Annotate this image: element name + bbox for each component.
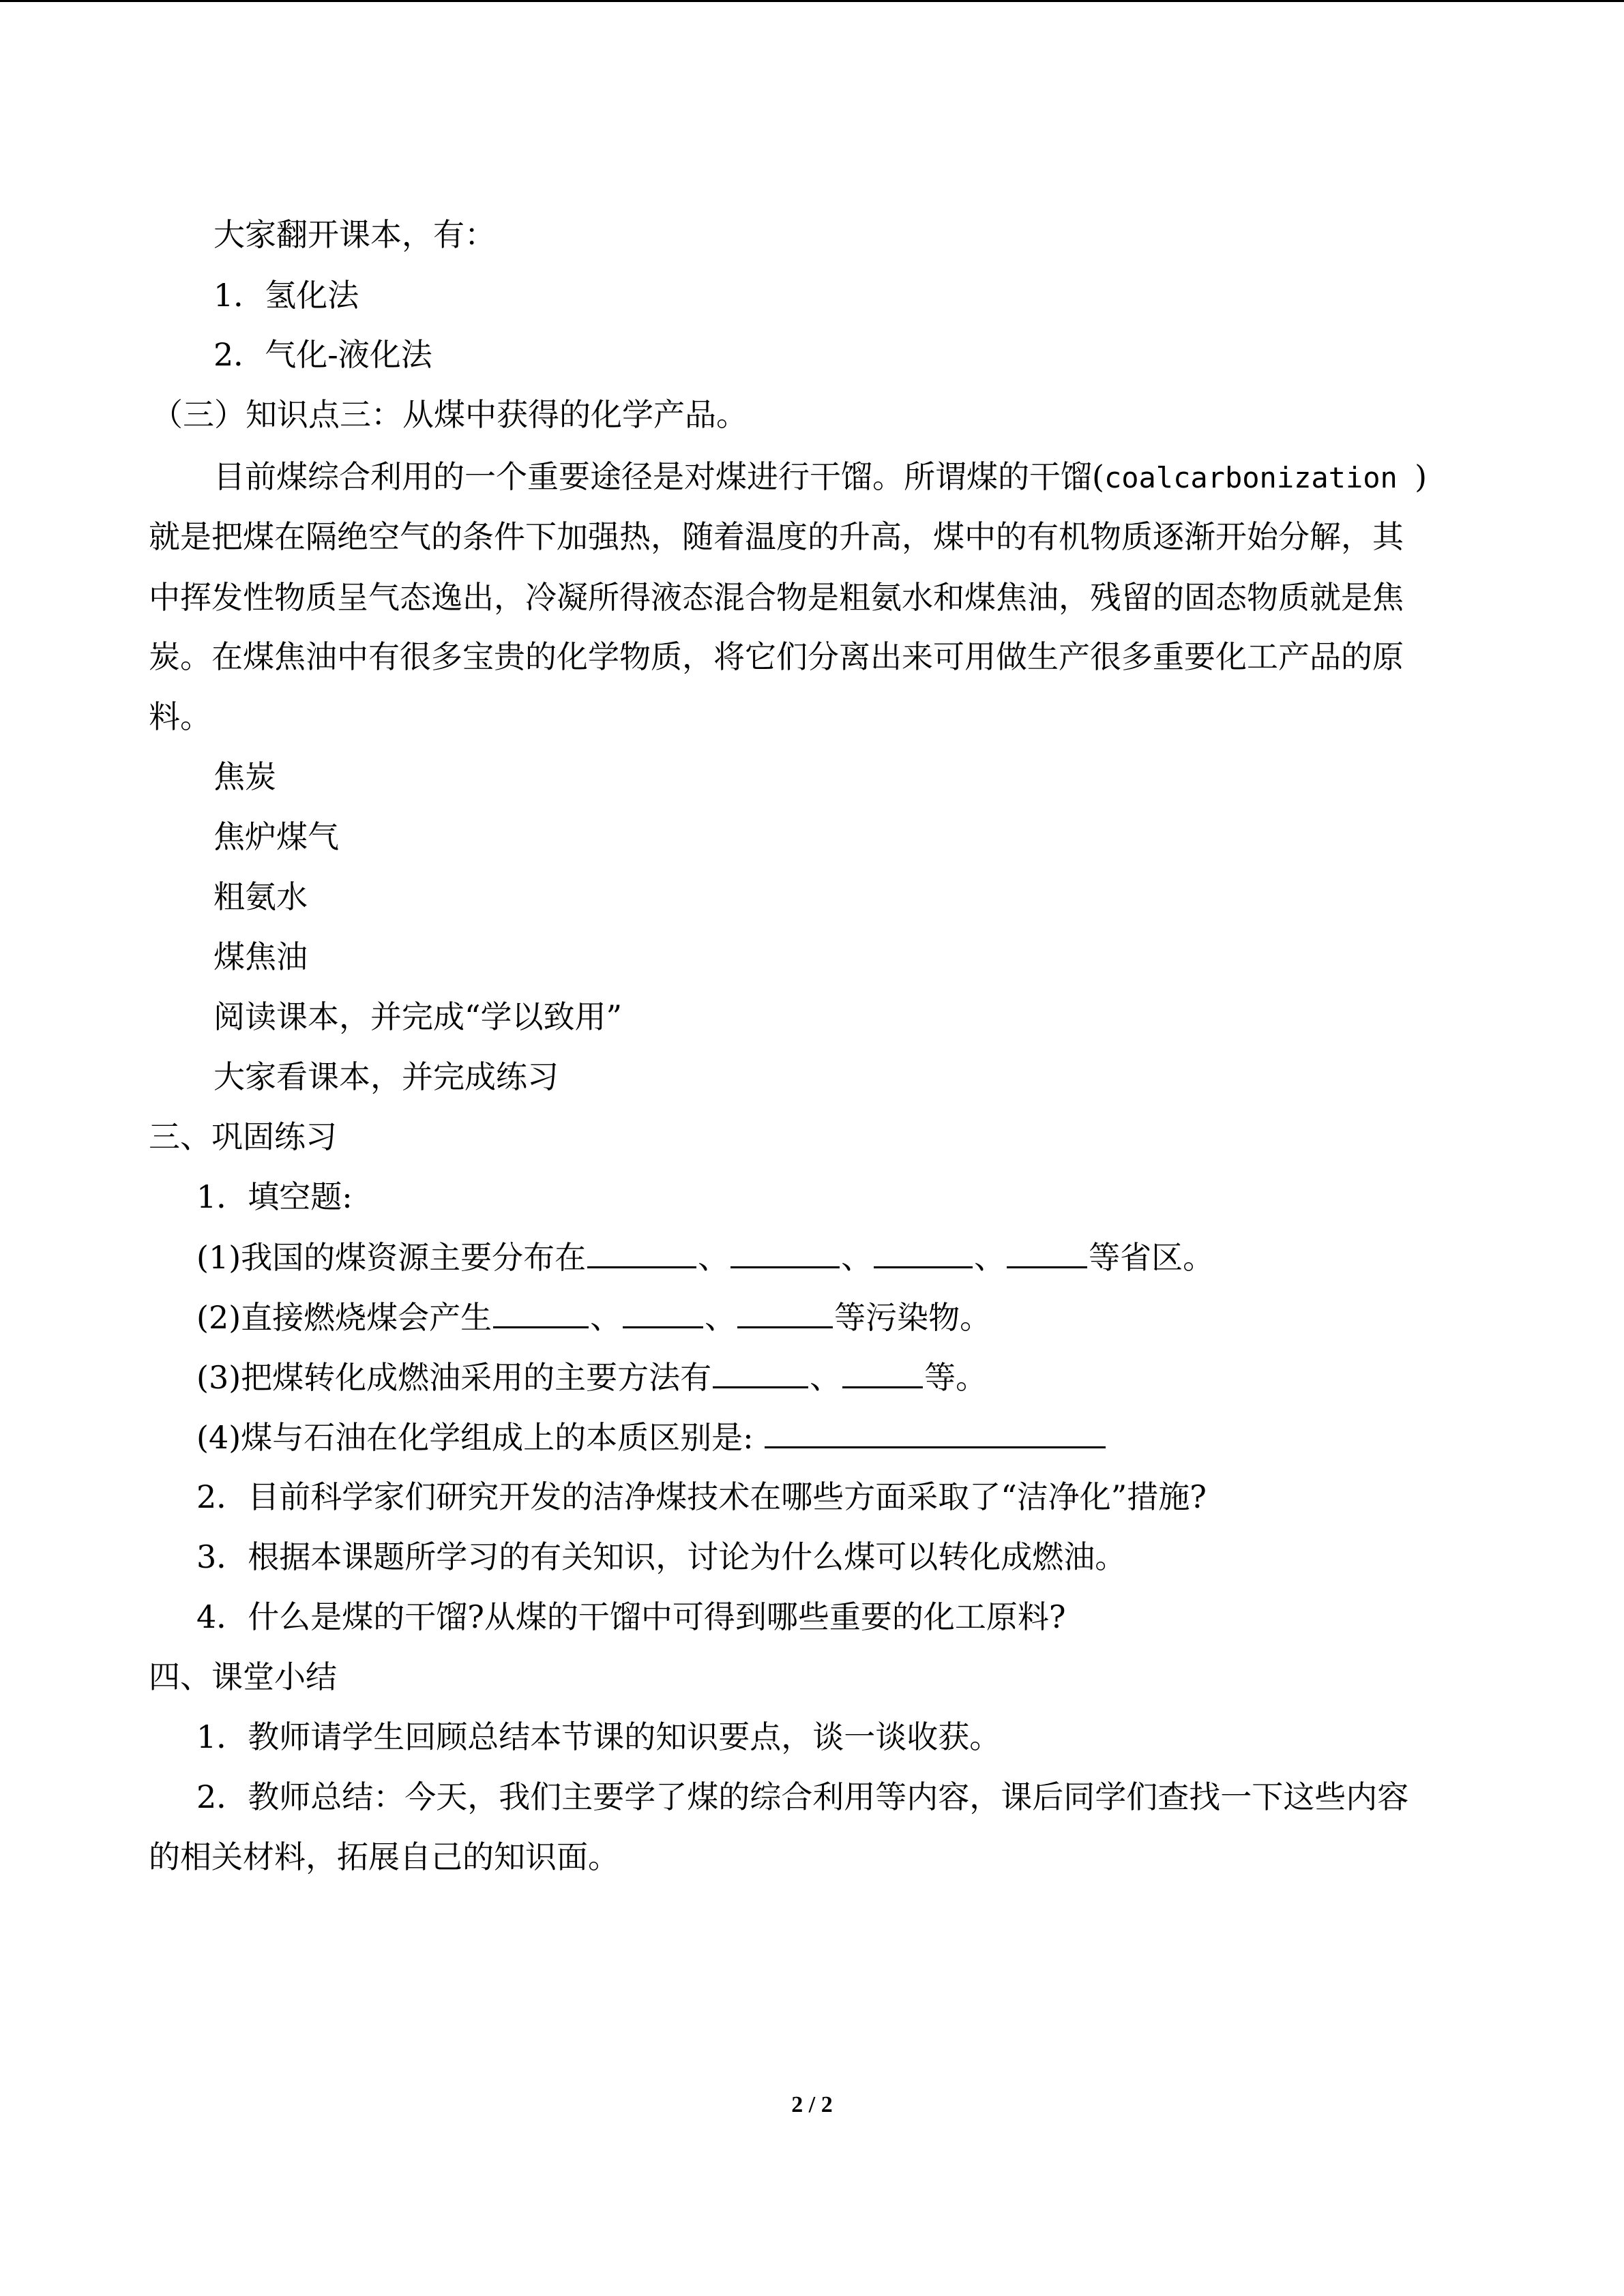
question-item [196, 1236, 1214, 1277]
line-text: 大家翻开课本，有： [213, 216, 496, 253]
paragraph-line [196, 1776, 1408, 1817]
line-text: 1．氢化法 [213, 277, 359, 314]
answer-blank[interactable] [587, 1236, 696, 1268]
list-item [213, 876, 308, 917]
line-text: 、 [841, 1239, 873, 1276]
line-text: (3)把煤转化成燃油采用的主要方法有 [196, 1359, 712, 1396]
answer-blank[interactable] [737, 1296, 833, 1328]
list-item [196, 1716, 1001, 1757]
question-item [196, 1536, 1126, 1577]
line-text: 料。 [149, 698, 211, 735]
text-line [213, 214, 496, 255]
line-text: 等。 [924, 1359, 988, 1396]
question-item [196, 1176, 353, 1217]
line-text: ) [1415, 458, 1428, 495]
paragraph-line [149, 1836, 619, 1877]
paragraph-line [149, 696, 211, 737]
list-item [213, 816, 339, 857]
line-text: (4)煤与石油在化学组成上的本质区别是: [196, 1419, 764, 1456]
list-item [213, 334, 432, 375]
line-text: 2．气化-液化法 [213, 336, 432, 373]
question-item [196, 1596, 1066, 1637]
line-text: 等省区。 [1089, 1239, 1215, 1276]
line-text: 阅读课本，并完成“学以致用” [213, 998, 623, 1035]
answer-blank[interactable] [842, 1356, 923, 1388]
answer-blank[interactable] [713, 1356, 808, 1388]
line-text: 、 [705, 1299, 737, 1336]
line-text: 2．目前科学家们研究开发的洁净煤技术在哪些方面采取了“洁净化”措施? [196, 1478, 1207, 1515]
line-text: 、 [810, 1359, 842, 1396]
answer-blank[interactable] [730, 1236, 840, 1268]
line-text: 的相关材料，拓展自己的知识面。 [149, 1838, 619, 1875]
list-item [213, 756, 276, 797]
paragraph-line [149, 636, 1404, 677]
line-text: 炭。在煤焦油中有很多宝贵的化学物质，将它们分离出来可用做生产很多重要化工产品的原 [149, 638, 1404, 675]
line-text: 粗氨水 [213, 878, 308, 915]
text-line [213, 996, 622, 1037]
line-text: 2．教师总结：今天，我们主要学了煤的综合利用等内容，课后同学们查找一下这些内容 [196, 1778, 1409, 1815]
page-number: 2 / 2 [791, 2092, 833, 2117]
paragraph-line [213, 456, 1427, 497]
line-text: 就是把煤在隔绝空气的条件下加强热，随着温度的升高，煤中的有机物质逐渐开始分解，其 [149, 518, 1404, 555]
answer-blank[interactable] [1007, 1236, 1087, 1268]
section-heading [151, 394, 748, 435]
line-text: （三）知识点三：从煤中获得的化学产品。 [151, 396, 748, 433]
answer-blank[interactable] [765, 1416, 1106, 1448]
line-text: 四、课堂小结 [149, 1658, 337, 1695]
question-item [196, 1416, 1107, 1457]
line-text: 煤焦油 [213, 938, 308, 975]
list-item [213, 936, 308, 977]
paragraph-line [149, 516, 1404, 557]
section-heading [149, 1116, 337, 1157]
line-text: 1．教师请学生回顾总结本节课的知识要点，谈一谈收获。 [196, 1718, 1001, 1755]
line-text: 中挥发性物质呈气态逸出，冷凝所得液态混合物是粗氨水和煤焦油，残留的固态物质就是焦 [149, 579, 1404, 616]
line-text: 大家看课本，并完成练习 [213, 1058, 559, 1095]
line-text: 、 [590, 1299, 622, 1336]
answer-blank[interactable] [874, 1236, 973, 1268]
list-item [213, 275, 359, 316]
line-text: 等污染物。 [834, 1299, 992, 1336]
answer-blank[interactable] [493, 1296, 589, 1328]
text-line [213, 1056, 559, 1097]
line-text: 4．什么是煤的干馏?从煤的干馏中可得到哪些重要的化工原料? [196, 1598, 1066, 1635]
english-term: coalcarbonization [1104, 461, 1415, 494]
answer-blank[interactable] [623, 1296, 703, 1328]
question-item [196, 1476, 1207, 1517]
question-item [196, 1356, 987, 1397]
question-item [196, 1296, 991, 1337]
line-text: (1)我国的煤资源主要分布在 [196, 1239, 587, 1276]
line-text: 3．根据本课题所学习的有关知识，讨论为什么煤可以转化成燃油。 [196, 1538, 1127, 1575]
line-text: 、 [974, 1239, 1006, 1276]
line-text: 、 [698, 1239, 730, 1276]
line-text: 焦炭 [213, 758, 276, 795]
line-text: 三、巩固练习 [149, 1118, 337, 1155]
line-text: 目前煤综合利用的一个重要途径是对煤进行干馏。所谓煤的干馏( [213, 458, 1104, 495]
line-text: 焦炉煤气 [213, 818, 339, 855]
line-text: 1．填空题: [196, 1178, 353, 1215]
paragraph-line [149, 577, 1404, 618]
section-heading [149, 1656, 337, 1697]
line-text: (2)直接燃烧煤会产生 [196, 1299, 492, 1336]
